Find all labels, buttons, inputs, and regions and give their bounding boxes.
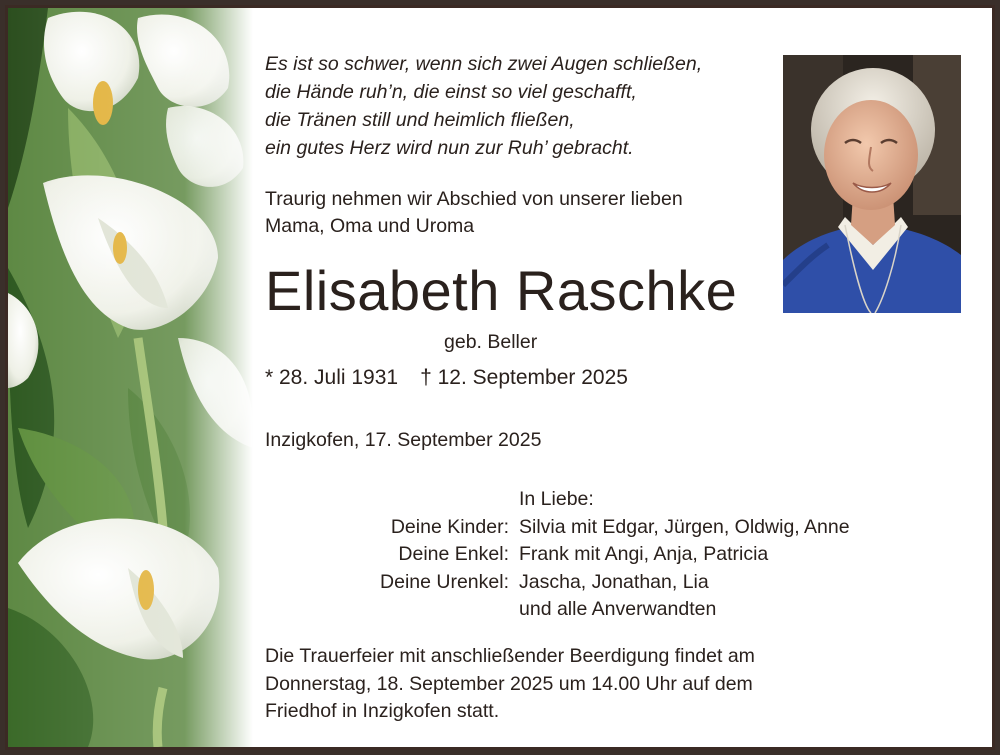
death-date: † 12. September 2025	[420, 366, 628, 389]
maiden-name: geb. Beller	[444, 331, 538, 353]
family-names: Silvia mit Edgar, Jürgen, Oldwig, Anne	[519, 515, 850, 538]
family-heading: In Liebe:	[519, 488, 594, 510]
family-label	[265, 596, 519, 624]
family-names: und alle Anverwandten	[519, 598, 717, 620]
family-row	[265, 541, 850, 569]
family-label: Deine Enkel:	[398, 543, 509, 565]
family-names: Frank mit Angi, Anja, Patricia	[519, 543, 769, 565]
deceased-name: Elisabeth Raschke	[265, 259, 738, 322]
life-dates	[265, 366, 628, 390]
family-heading-row	[265, 486, 850, 514]
calla-lily-image	[8, 8, 253, 747]
birth-date: * 28. Juli 1931	[265, 366, 399, 389]
poem-line: Es ist so schwer, wenn sich zwei Augen schließen,	[265, 53, 703, 75]
intro-text	[265, 186, 765, 240]
funeral-line: Die Trauerfeier mit anschließender Beerdigung findet am	[265, 645, 755, 667]
obituary-card	[5, 5, 995, 750]
family-row	[265, 596, 850, 624]
family-label: Deine Urenkel:	[380, 570, 509, 593]
intro-line: Traurig nehmen wir Abschied von unserer lieben	[265, 188, 683, 210]
portrait-photo	[783, 55, 961, 313]
poem-line: die Hände ruh’n, die einst so viel geschafft,	[265, 81, 637, 103]
funeral-line: Donnerstag, 18. September 2025 um 14.00 Uhr auf dem	[265, 672, 753, 695]
poem-verse	[265, 50, 775, 162]
intro-line: Mama, Oma und Uroma	[265, 215, 475, 237]
family-names: Jascha, Jonathan, Lia	[519, 570, 709, 593]
family-label: Deine Kinder:	[390, 515, 509, 538]
funeral-line: Friedhof in Inzigkofen statt.	[265, 700, 500, 722]
family-row	[265, 569, 850, 597]
funeral-notice	[265, 643, 965, 726]
family-list	[265, 486, 965, 624]
poem-line: die Tränen still und heimlich fließen,	[265, 109, 575, 131]
family-row	[265, 514, 850, 542]
place-and-date: Inzigkofen, 17. September 2025	[265, 429, 542, 451]
poem-line: ein gutes Herz wird nun zur Ruh’ gebracht.	[265, 137, 634, 159]
